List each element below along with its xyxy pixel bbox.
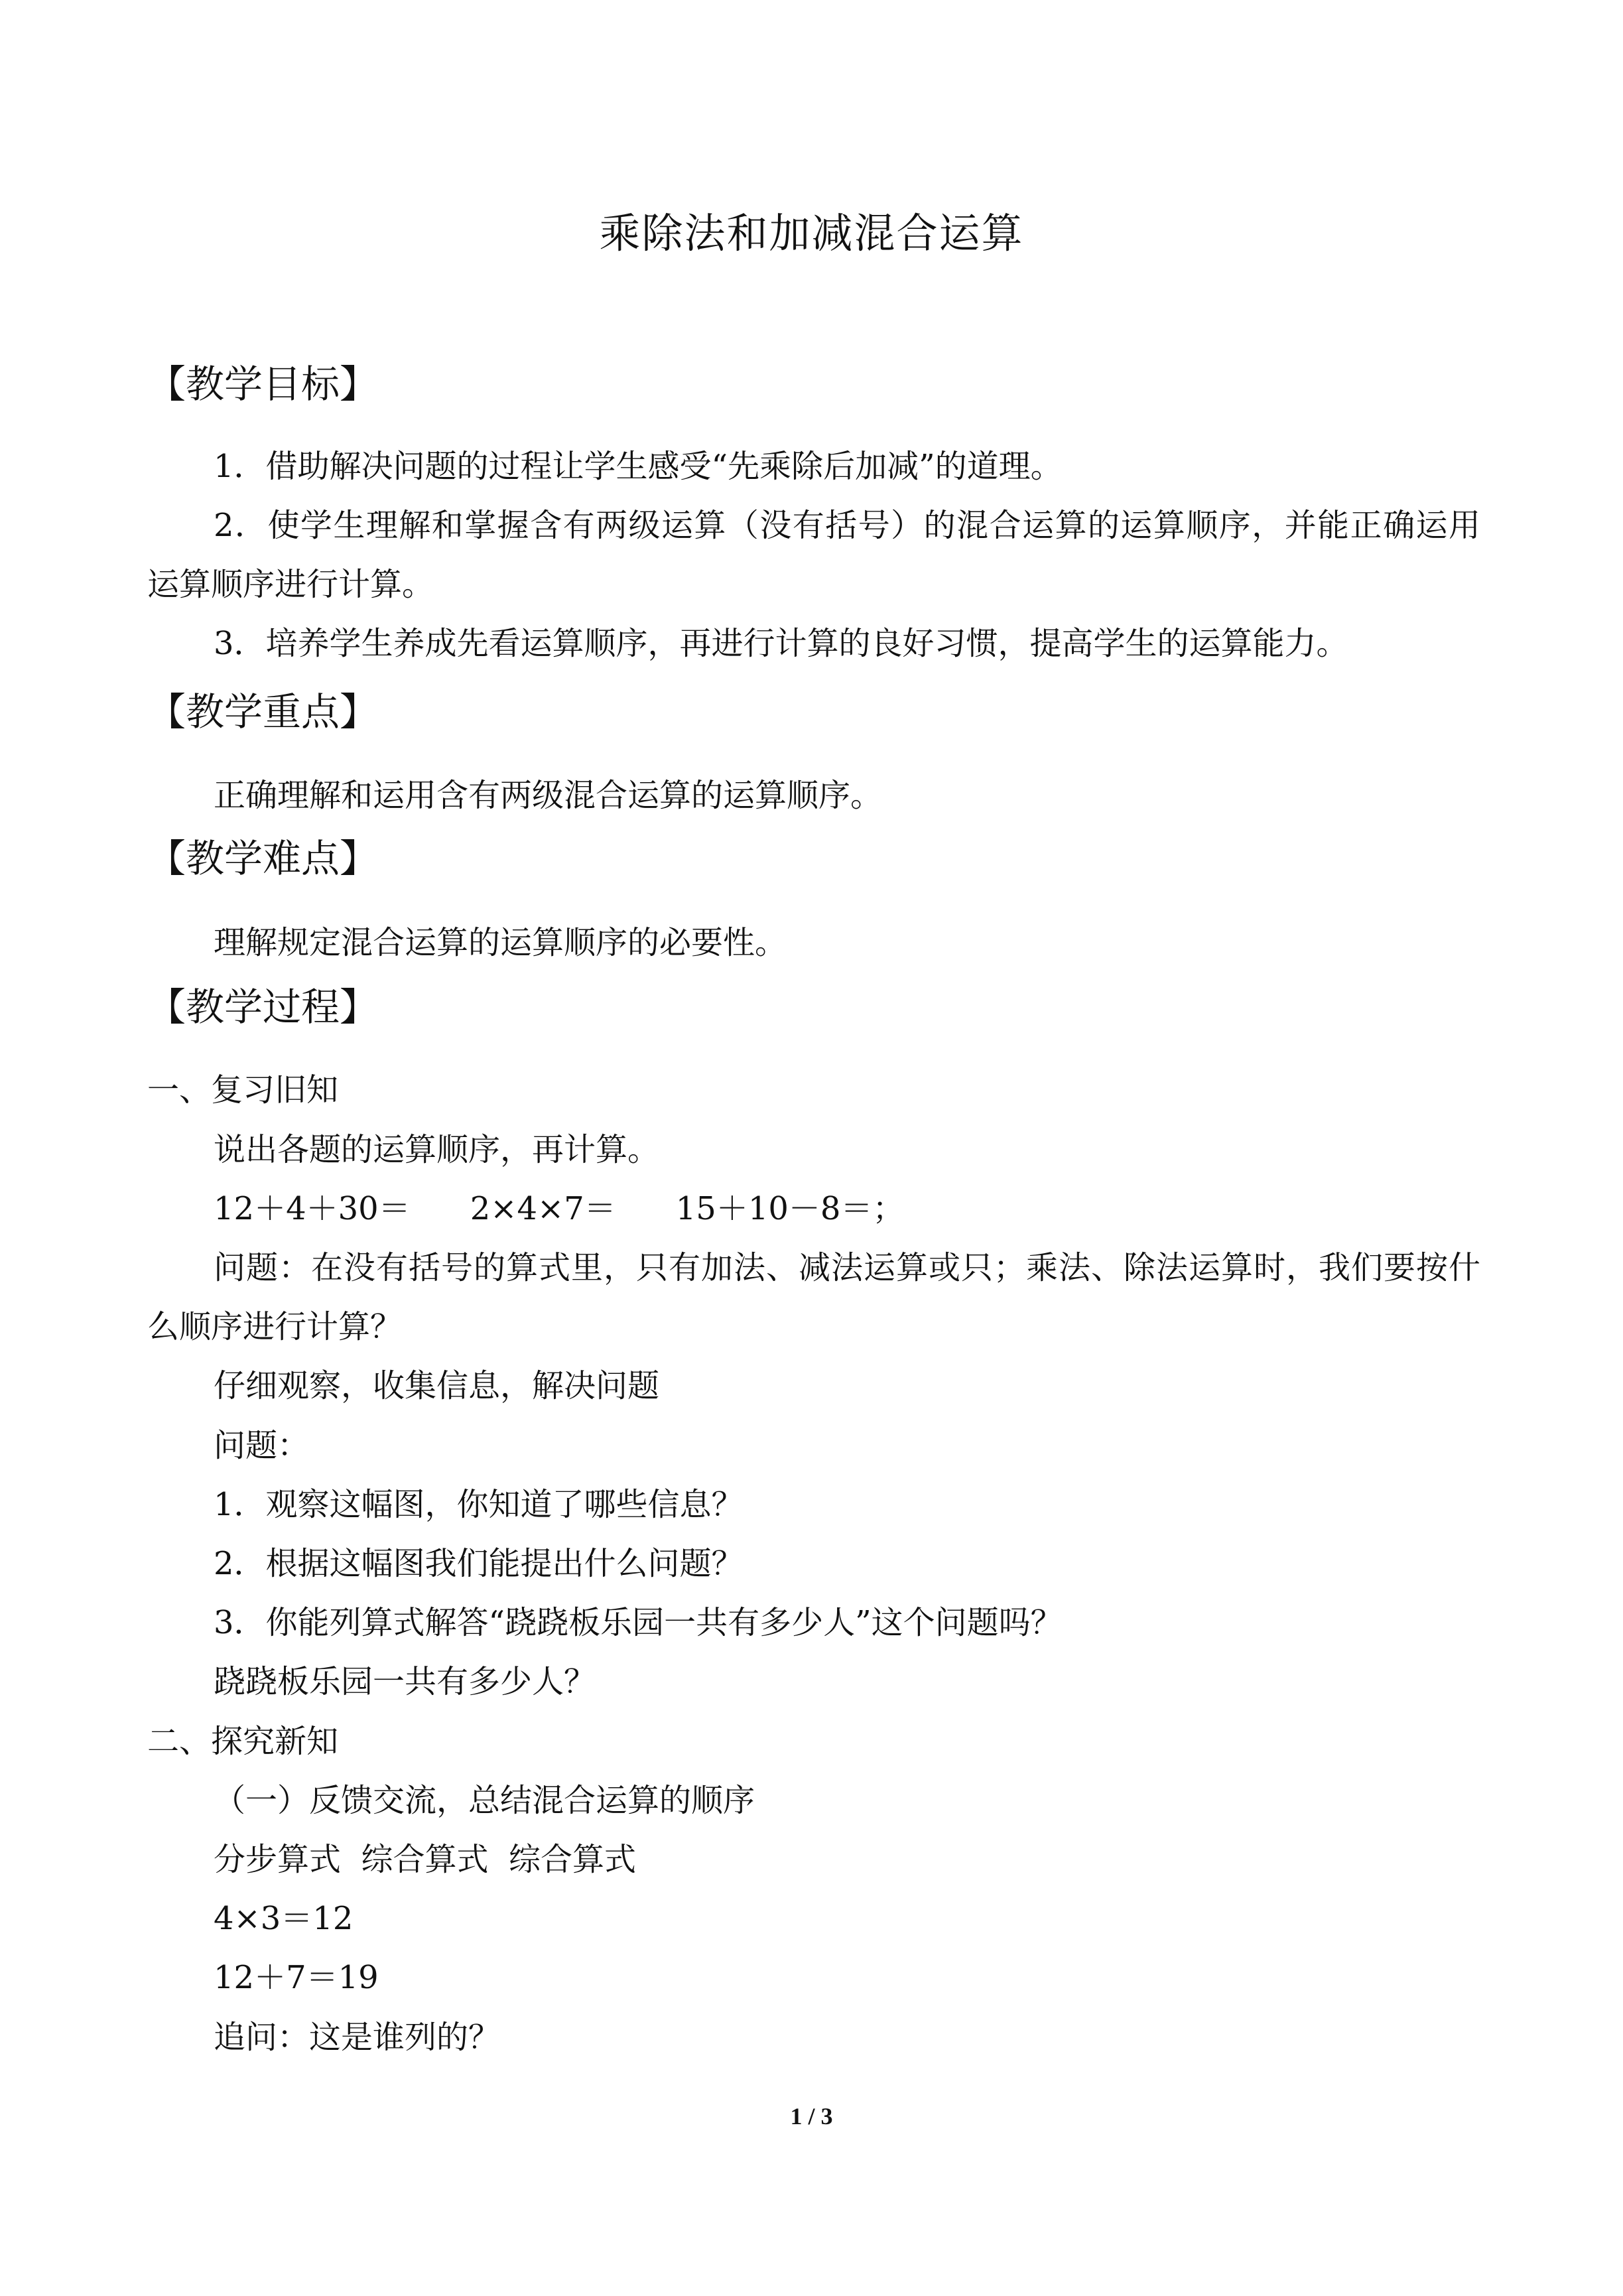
question-item-3: 3．你能列算式解答“跷跷板乐园一共有多少人”这个问题吗？ xyxy=(214,1604,1063,1641)
question-item-2: 2．根据这幅图我们能提出什么问题？ xyxy=(214,1545,744,1582)
questions-label: 问题： xyxy=(214,1427,310,1464)
part1-question-line1: 问题：在没有括号的算式里，只有加法、减法运算或只；乘法、除法运算时，我们要按什 xyxy=(214,1249,1480,1286)
observe-line: 仔细观察，收集信息，解决问题 xyxy=(214,1367,660,1404)
page-number: 1 / 3 xyxy=(790,2103,833,2129)
expression-2: 2×4×7＝ xyxy=(470,1190,616,1227)
difficulty-text: 理解规定混合运算的运算顺序的必要性。 xyxy=(214,924,787,961)
expression-3: 15＋10－8＝； xyxy=(675,1190,905,1227)
part1-heading: 一、复习旧知 xyxy=(147,1071,339,1109)
objectives-heading: 【教学目标】 xyxy=(147,362,379,407)
follow-up-question: 追问：这是谁列的？ xyxy=(214,2019,501,2056)
page-title: 乘除法和加减混合运算 xyxy=(599,209,1024,257)
expression-1: 12＋4＋30＝ xyxy=(214,1190,411,1227)
part2-subheading: （一）反馈交流，总结混合运算的顺序 xyxy=(214,1782,755,1819)
key-points-text: 正确理解和运用含有两级混合运算的运算顺序。 xyxy=(214,777,883,814)
question-item-1: 1．观察这幅图，你知道了哪些信息？ xyxy=(214,1486,744,1523)
step-equation-1: 4×3＝12 xyxy=(214,1900,354,1937)
methods-line: 分步算式 综合算式 综合算式 xyxy=(214,1841,637,1878)
part1-question-line2: 么顺序进行计算？ xyxy=(147,1308,403,1345)
objective-item-3: 3．培养学生养成先看运算顺序，再进行计算的良好习惯，提高学生的运算能力。 xyxy=(214,625,1348,662)
part2-heading: 二、探究新知 xyxy=(147,1723,339,1760)
key-points-heading: 【教学重点】 xyxy=(147,689,379,734)
review-expressions xyxy=(214,1188,1480,1229)
difficulty-heading: 【教学难点】 xyxy=(147,836,379,881)
objective-item-2-continued: 运算顺序进行计算。 xyxy=(147,566,434,603)
objective-item-1: 1．借助解决问题的过程让学生感受“先乘除后加减”的道理。 xyxy=(214,448,1063,485)
part1-intro: 说出各题的运算顺序，再计算。 xyxy=(214,1131,660,1168)
process-heading: 【教学过程】 xyxy=(147,984,379,1030)
step-equation-2: 12＋7＝19 xyxy=(214,1959,379,1996)
final-question: 跷跷板乐园一共有多少人？ xyxy=(214,1663,596,1700)
objective-item-2: 2．使学生理解和掌握含有两级运算（没有括号）的混合运算的运算顺序，并能正确运用 xyxy=(214,507,1480,544)
